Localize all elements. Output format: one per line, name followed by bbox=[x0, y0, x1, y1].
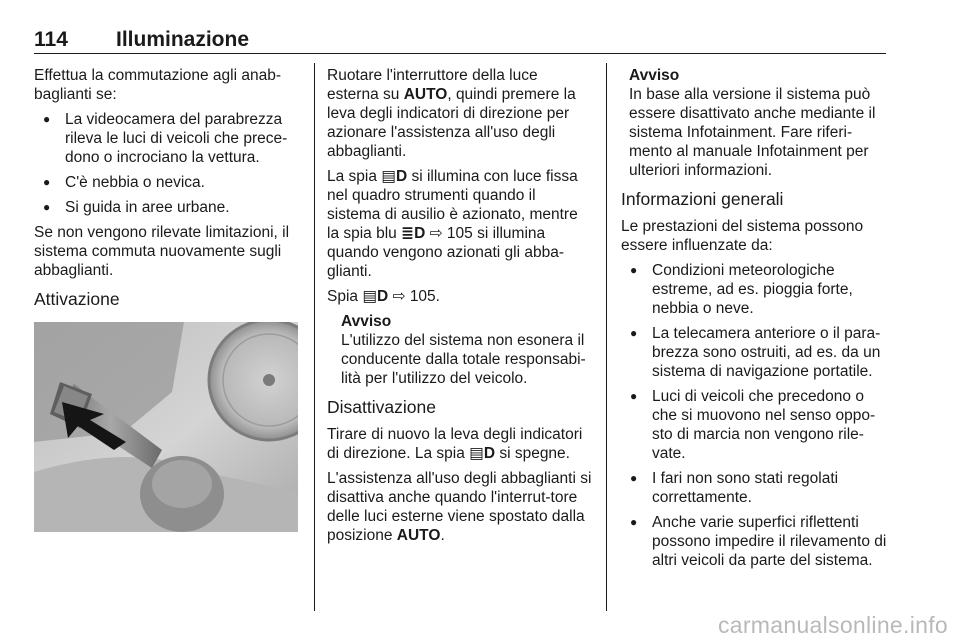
list-item: ● Anche varie superfici riflettenti possono impedire il rilevamento di altri veicoli da parte del sistema. bbox=[621, 513, 891, 570]
col1-after-text: Se non vengono rilevate limitazioni, il sistema commuta nuovamente sugli abbaglianti. bbox=[34, 224, 290, 279]
list-item: ● I fari non sono stati regolati correttamente. bbox=[621, 469, 891, 507]
list-item: ● Si guida in aree urbane. bbox=[34, 198, 302, 217]
page-reference: 105. bbox=[409, 288, 440, 305]
list-item: ● Condizioni meteorologiche estreme, ad es. pioggia forte, nebbia o neve. bbox=[621, 261, 891, 318]
text-span: si spegne. bbox=[495, 445, 570, 462]
col1-intro: Effettua la commutazione agli anab-baglianti se: bbox=[34, 67, 282, 103]
note-text: L'utilizzo del sistema non esonera il conducente dalla totale responsabi-lità per l'utilizzo del veicolo. bbox=[341, 332, 586, 387]
column-1 bbox=[34, 66, 302, 532]
col2-paragraph-2 bbox=[327, 167, 593, 281]
stalk-photo bbox=[34, 322, 298, 532]
col2-paragraph-4 bbox=[327, 425, 593, 463]
text-span: , quindi premere la leva degli indicatori di direzione per azionare l'assistenza all'uso degli abbaglianti. bbox=[327, 86, 576, 160]
header-rule bbox=[34, 53, 886, 54]
text-span: L'assistenza all'uso degli abbaglianti si disattiva anche quando l'interrut-tore delle luci esterne viene spostato dalla posizione bbox=[327, 470, 592, 544]
page-title: Illuminazione bbox=[116, 28, 250, 51]
reference-arrow-icon: ⇨ bbox=[429, 225, 443, 242]
col1-bullet-list bbox=[34, 110, 302, 217]
text-span: Ruotare l'interruttore della luce esterna su bbox=[327, 67, 538, 103]
column-divider-2 bbox=[606, 63, 607, 611]
list-item: ● La videocamera del parabrezza rileva le luci di veicoli che prece-dono o incrociano la vettura. bbox=[34, 110, 302, 167]
auto-light-icon: ▤D bbox=[362, 288, 389, 305]
col3-bullet-list bbox=[621, 261, 891, 570]
text-span: Tirare di nuovo la leva degli indicatori di direzione. La spia bbox=[327, 426, 583, 462]
text-span: si illumina con luce fissa nel quadro strumenti quando il sistema di ausilio è azionato, mentre la spia blu bbox=[327, 168, 578, 242]
list-item: ● C'è nebbia o nevica. bbox=[34, 173, 302, 192]
column-3 bbox=[621, 66, 891, 576]
col2-paragraph-3 bbox=[327, 287, 593, 306]
note-title: Avviso bbox=[341, 313, 392, 330]
col3-intro: Le prestazioni del sistema possono essere influenzate da: bbox=[621, 218, 864, 254]
column-divider-1 bbox=[314, 63, 315, 611]
reference-arrow-icon: ⇨ bbox=[392, 288, 406, 305]
heading-informazioni-generali: Informazioni generali bbox=[621, 189, 784, 209]
watermark: carmanualsonline.info bbox=[717, 612, 948, 638]
heading-disattivazione: Disattivazione bbox=[327, 397, 436, 417]
auto-light-icon: ▤D bbox=[381, 168, 408, 185]
note-box bbox=[621, 66, 891, 180]
note-title: Avviso bbox=[629, 67, 680, 84]
note-text: In base alla versione il sistema può essere disattivato anche mediante il sistema Infotainment. Fare riferi-mento al manuale Infotainment per ulteriori informazioni. bbox=[629, 86, 876, 179]
column-2 bbox=[327, 66, 593, 551]
text-span: Spia bbox=[327, 288, 363, 305]
heading-attivazione: Attivazione bbox=[34, 289, 120, 309]
col2-paragraph-5 bbox=[327, 469, 593, 545]
list-item: ● La telecamera anteriore o il para-brezza sono ostruiti, ad es. da un sistema di navigazione portatile. bbox=[621, 324, 891, 381]
auto-label: AUTO bbox=[396, 527, 441, 544]
note-box bbox=[327, 312, 593, 388]
text-span: La spia bbox=[327, 168, 382, 185]
page-number: 114 bbox=[34, 28, 68, 51]
col2-paragraph-1 bbox=[327, 66, 593, 161]
page-reference: 105 bbox=[446, 225, 473, 242]
text-span: si illumina quando vengono azionati gli abba-glianti. bbox=[327, 225, 564, 280]
high-beam-icon: ≣D bbox=[401, 225, 426, 242]
auto-light-icon: ▤D bbox=[469, 445, 496, 462]
text-span: . bbox=[440, 527, 445, 544]
list-item: ● Luci di veicoli che precedono o che si muovono nel senso oppo-sto di marcia non vengono rile-vate. bbox=[621, 387, 891, 463]
auto-label: AUTO bbox=[403, 86, 448, 103]
